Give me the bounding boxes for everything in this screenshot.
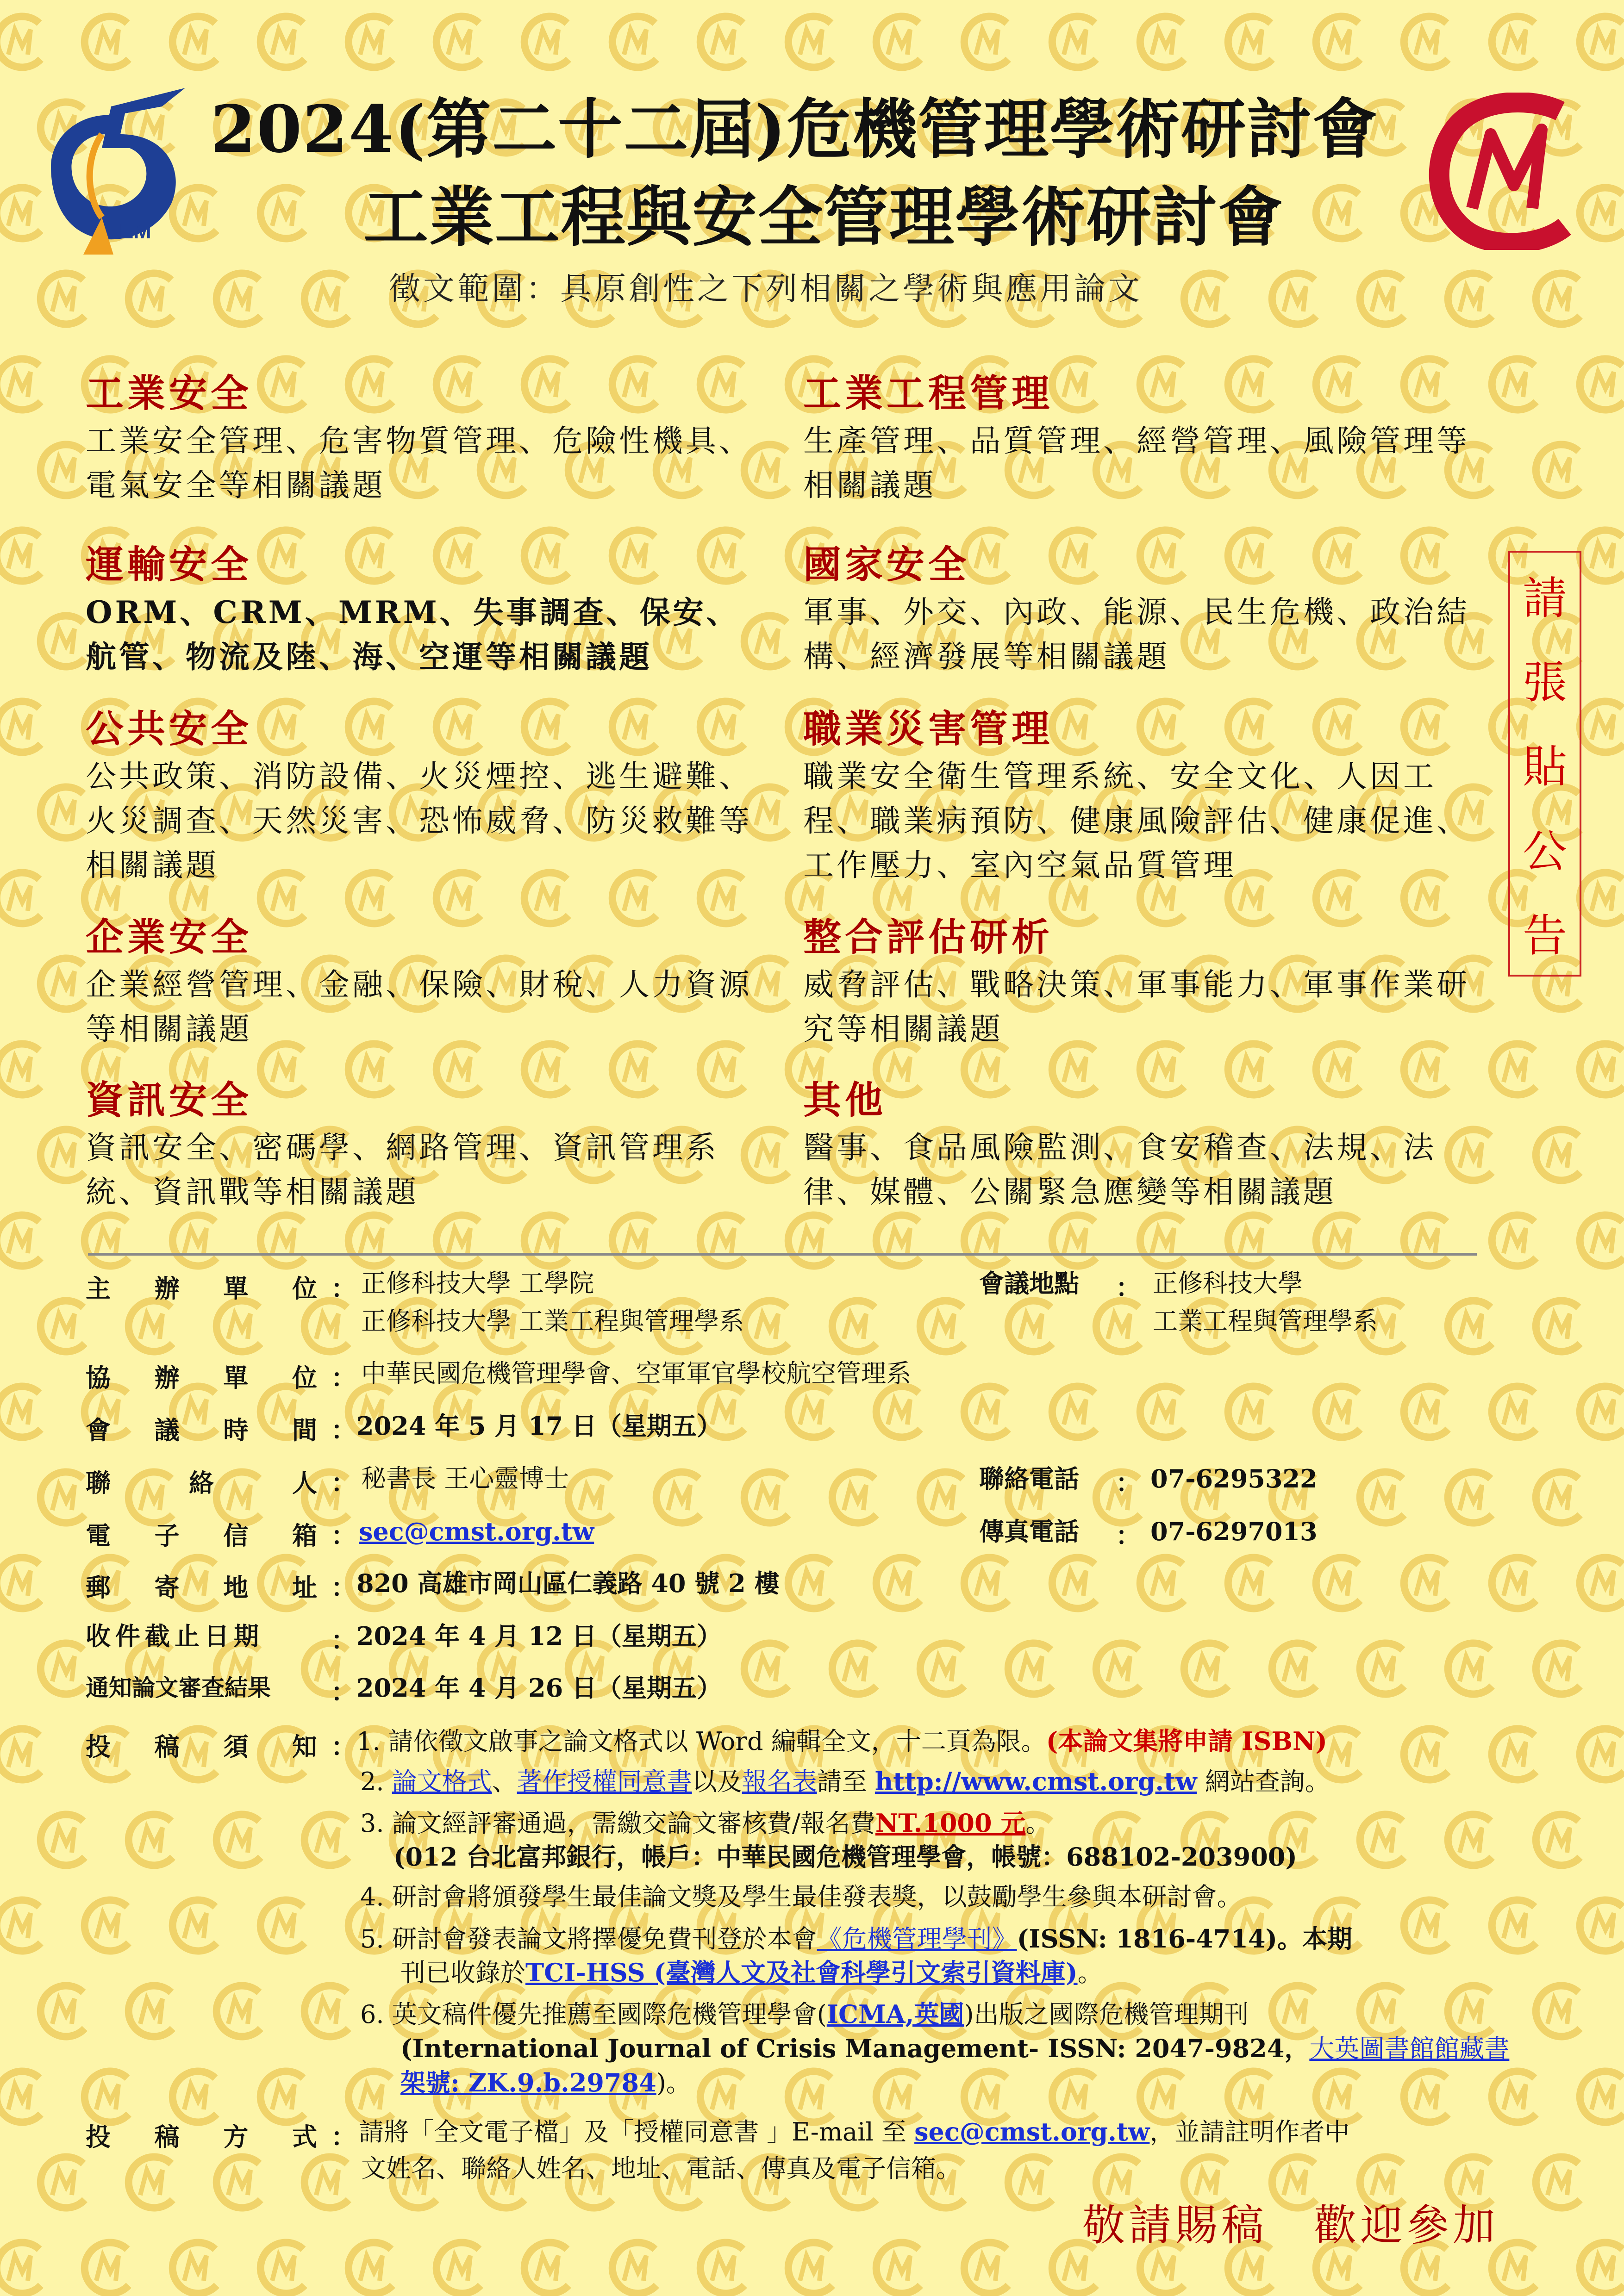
watermark-mark (1184, 1643, 1228, 1694)
category-title: 工業安全 (86, 371, 253, 416)
watermark-mark (41, 1643, 85, 1694)
watermark-mark (0, 2242, 41, 2293)
watermark-mark (1140, 1215, 1184, 1266)
watermark-mark (656, 1472, 700, 1523)
watermark-mark (1228, 1557, 1272, 1608)
watermark-mark (305, 1300, 349, 1351)
watermark-mark (41, 444, 85, 495)
category-public-safety (86, 703, 762, 888)
watermark-mark (0, 872, 41, 923)
watermark-mark (876, 2242, 920, 2293)
watermark-mark (1448, 1300, 1492, 1351)
copyright-form-link[interactable]: 著作授權同意書 (517, 1767, 692, 1796)
watermark-mark (217, 273, 261, 324)
colon: ： (331, 1625, 356, 1655)
fax-value: 07-6297013 (1150, 1517, 1318, 1546)
watermark-mark (0, 359, 41, 410)
watermark-mark (788, 1215, 832, 1266)
watermark-mark (261, 2242, 305, 2293)
watermark-mark (1536, 1472, 1580, 1523)
watermark-mark (173, 2242, 217, 2293)
watermark-mark (568, 1472, 612, 1523)
watermark-mark (1536, 1643, 1580, 1694)
watermark-mark (1492, 2071, 1536, 2122)
watermark-mark (1360, 1643, 1404, 1694)
watermark-mark (1536, 1129, 1580, 1180)
colon: ： (331, 1363, 356, 1393)
colon: ： (331, 1274, 356, 1303)
category-body: 威脅評估、戰略決策、軍事能力、軍事作業研究等相關議題 (803, 967, 1470, 1047)
watermark-mark (173, 2071, 217, 2122)
watermark-mark (1404, 1215, 1448, 1266)
guideline-2: 2. 論文格式、著作授權同意書以及報名表請至 http://www.cmst.org.tw 網站查詢。 (360, 1767, 1330, 1796)
watermark-mark (1316, 1557, 1360, 1608)
watermark-mark (700, 1215, 744, 1266)
email-label: 電 子 信 箱 (86, 1521, 317, 1550)
watermark-mark (876, 16, 920, 67)
watermark-mark (1492, 1215, 1536, 1266)
category-body: 軍事、外交、內政、能源、民生危機、政治結構、經濟發展等相關議題 (803, 594, 1470, 674)
guideline-6-line3: 架號: ZK.9.b.29784)。 (400, 2068, 691, 2097)
watermark-mark (700, 2242, 744, 2293)
watermark-mark (1580, 1729, 1624, 1780)
category-body: 職業安全衛生管理系統、安全文化、人因工程、職業病預防、健康風險評估、健康促進、工作壓力、室內空氣品質管理 (803, 759, 1470, 883)
watermark-mark (1580, 1044, 1624, 1095)
watermark-mark (41, 1300, 85, 1351)
watermark-mark (261, 187, 305, 238)
watermark-mark (1492, 1729, 1536, 1780)
colon: ： (331, 1732, 356, 1761)
iem-logo (32, 79, 190, 264)
watermark-mark (920, 1472, 964, 1523)
watermark-mark (920, 1643, 964, 1694)
watermark-mark (1448, 1472, 1492, 1523)
closing-message: 敬請賜稿 歡迎參加 (1082, 2201, 1499, 2250)
watermark-mark (964, 1557, 1008, 1608)
watermark-mark (1536, 1985, 1580, 2036)
category-occupational-disaster (803, 703, 1479, 888)
watermark-mark (1316, 1386, 1360, 1437)
watermark-mark (1360, 1814, 1404, 1865)
divider (88, 1253, 1477, 1256)
watermark-mark (41, 1129, 85, 1180)
watermark-mark (1492, 16, 1536, 67)
organizer-label: 主 辦 單 位 (86, 1274, 317, 1303)
colon: ： (331, 1521, 356, 1550)
category-title: 工業工程管理 (803, 371, 1054, 416)
watermark-mark (1052, 2071, 1096, 2122)
watermark-mark (349, 2242, 393, 2293)
watermark-mark (1404, 1557, 1448, 1608)
watermark-mark (788, 1386, 832, 1437)
watermark-mark (744, 1300, 788, 1351)
colon: ： (1116, 1521, 1141, 1550)
watermark-mark (1492, 1386, 1536, 1437)
watermark-mark (1536, 2157, 1580, 2208)
watermark-mark (1316, 187, 1360, 238)
watermark-mark (41, 273, 85, 324)
bank-account: (012 台北富邦銀行，帳戶：中華民國危機管理學會，帳號：688102-203900) (394, 1842, 1297, 1872)
watermark-mark (832, 1472, 876, 1523)
watermark-mark (261, 16, 305, 67)
watermark-mark (129, 1300, 173, 1351)
watermark-mark (349, 1215, 393, 1266)
watermark-mark (41, 1472, 85, 1523)
watermark-mark (261, 1215, 305, 1266)
watermark-mark (876, 1386, 920, 1437)
guidelines-label: 投 稿 須 知 (86, 1732, 317, 1761)
watermark-mark (437, 2242, 481, 2293)
fax-label: 傳真電話 (979, 1517, 1079, 1546)
watermark-mark (1052, 1215, 1096, 1266)
category-body: 工業安全管理、危害物質管理、危險性機具、電氣安全等相關議題 (86, 423, 752, 503)
watermark-mark (964, 1386, 1008, 1437)
category-enterprise-safety (86, 912, 762, 1052)
colon: ： (331, 1677, 356, 1707)
website-link[interactable]: http://www.cmst.org.tw (874, 1767, 1197, 1796)
watermark-mark (1316, 16, 1360, 67)
watermark-mark (305, 1985, 349, 2036)
venue-value-2: 工業工程與管理學系 (1153, 1307, 1378, 1336)
watermark-mark (788, 1557, 832, 1608)
address-label: 郵 寄 地 址 (86, 1573, 317, 1602)
watermark-mark (1228, 2071, 1272, 2122)
watermark-mark (832, 1300, 876, 1351)
watermark-mark (1052, 1557, 1096, 1608)
watermark-mark (1404, 1386, 1448, 1437)
guideline-5: 5. 研討會發表論文將擇優免費刊登於本會《危機管理學刊》(ISSN: 1816-4714)。本期 (360, 1924, 1353, 1954)
watermark-mark (1008, 2157, 1052, 2208)
watermark-mark (1140, 1557, 1184, 1608)
colon: ： (1116, 1468, 1141, 1498)
watermark-mark (1272, 1643, 1316, 1694)
guideline-5-line2: 刊已收錄於TCI-HSS (臺灣人文及社會科學引文索引資料庫)。 (400, 1958, 1103, 1987)
watermark-mark (1008, 1300, 1052, 1351)
category-national-security (803, 539, 1479, 679)
colon: ： (331, 1468, 356, 1498)
organizer-value-2: 正修科技大學 工業工程與管理學系 (361, 1307, 744, 1336)
watermark-mark (1140, 16, 1184, 67)
watermark-mark (744, 1643, 788, 1694)
watermark-mark (612, 2242, 656, 2293)
guideline-3: 3. 論文經評審通過，需繳交論文審核費/報名費NT.1000 元。 (360, 1808, 1051, 1838)
watermark-mark (41, 616, 85, 666)
watermark-mark (876, 1215, 920, 1266)
watermark-mark (1536, 1814, 1580, 1865)
paper-format-link[interactable]: 論文格式 (392, 1767, 492, 1796)
deadline-label: 收件截止日期 (86, 1621, 263, 1651)
watermark-mark (1404, 2071, 1448, 2122)
watermark-mark (1448, 1985, 1492, 2036)
watermark-mark (349, 2071, 393, 2122)
watermark-mark (1008, 1643, 1052, 1694)
category-body: 醫事、食品風險監測、食安稽查、法規、法律、媒體、公關緊急應變等相關議題 (803, 1130, 1437, 1210)
coorganizer-label: 協 辦 單 位 (86, 1363, 317, 1393)
method-label: 投 稿 方 式 (86, 2122, 317, 2152)
colon: ： (331, 1415, 356, 1445)
date-value: 2024 年 5 月 17 日（星期五） (356, 1411, 722, 1441)
email-link[interactable]: sec@cmst.org.tw (359, 1517, 594, 1546)
watermark-mark (129, 2157, 173, 2208)
category-body: ORM、CRM、MRM、失事調查、保安、航管、物流及陸、海、空運等相關議題 (86, 594, 740, 675)
watermark-mark (700, 2071, 744, 2122)
category-information-security (86, 1075, 762, 1214)
watermark-mark (1404, 1729, 1448, 1780)
guideline-6-line2: (International Journal of Crisis Management- ISSN: 2047-9824，大英圖書館館藏書 (400, 2034, 1510, 2063)
watermark-mark (1316, 2071, 1360, 2122)
guideline-6: 6. 英文稿件優先推薦至國際危機管理學會(ICMA,英國)出版之國際危機管理期刊 (360, 1999, 1249, 2029)
watermark-mark (217, 2157, 261, 2208)
address-value: 820 高雄市岡山區仁義路 40 號 2 樓 (356, 1568, 780, 1598)
watermark-mark (1316, 1215, 1360, 1266)
watermark-mark (0, 1386, 41, 1437)
watermark-mark (437, 1215, 481, 1266)
isbn-note: (本論文集將申請 ISBN) (1046, 1726, 1327, 1756)
watermark-mark (1536, 273, 1580, 324)
watermark-mark (788, 2242, 832, 2293)
notice-char: 貼 (1523, 741, 1567, 793)
colon: ： (1116, 1273, 1141, 1302)
watermark-mark (1360, 1985, 1404, 2036)
watermark-mark (173, 1215, 217, 1266)
watermark-mark (788, 16, 832, 67)
watermark-mark (1492, 1044, 1536, 1095)
watermark-mark (1580, 2071, 1624, 2122)
watermark-mark (85, 16, 129, 67)
watermark-mark (1580, 1386, 1624, 1437)
watermark-mark (1096, 1300, 1140, 1351)
category-body: 公共政策、消防設備、火災煙控、逃生避難、火災調查、天然災害、恐怖威脅、防災救難等相關議題 (86, 759, 752, 883)
watermark-mark (41, 2157, 85, 2208)
watermark-mark (1140, 1386, 1184, 1437)
colon: ： (331, 2122, 356, 2152)
category-transport-safety (86, 539, 762, 679)
venue-label: 會議地點 (979, 1269, 1079, 1298)
watermark-mark (217, 1300, 261, 1351)
iem-logo-text: IEM (113, 219, 151, 243)
watermark-mark (1580, 2242, 1624, 2293)
watermark-mark (1448, 1814, 1492, 1865)
notice-char: 請 (1523, 572, 1567, 624)
organizer-value-1: 正修科技大學 工學院 (361, 1269, 594, 1298)
watermark-mark (1536, 444, 1580, 495)
watermark-mark (1580, 1557, 1624, 1608)
notice-char: 公 (1523, 825, 1567, 877)
watermark-mark (305, 273, 349, 324)
category-integrated-assessment (803, 912, 1479, 1052)
watermark-mark (1580, 359, 1624, 410)
watermark-mark (1492, 1900, 1536, 1951)
watermark-mark (1228, 16, 1272, 67)
watermark-mark (700, 16, 744, 67)
shelfmark-link[interactable]: 架號: ZK.9.b.29784 (400, 2068, 656, 2097)
category-title: 企業安全 (86, 915, 253, 959)
category-others (803, 1075, 1479, 1214)
watermark-mark (876, 1557, 920, 1608)
category-industrial-engineering (803, 368, 1479, 508)
guideline-4: 4. 研討會將頒發學生最佳論文獎及學生最佳發表獎，以鼓勵學生參與本研討會。 (360, 1882, 1242, 1911)
watermark-mark (0, 1557, 41, 1608)
watermark-mark (1448, 1643, 1492, 1694)
category-body: 生產管理、品質管理、經營管理、風險管理等相關議題 (803, 423, 1470, 503)
watermark-mark (612, 1215, 656, 1266)
method-email-link[interactable]: sec@cmst.org.tw (914, 2117, 1150, 2147)
venue-value-1: 正修科技大學 (1153, 1269, 1303, 1298)
watermark-mark (0, 1044, 41, 1095)
watermark-mark (85, 1900, 129, 1951)
watermark-mark (1580, 701, 1624, 752)
watermark-mark (41, 958, 85, 1009)
watermark-mark (1404, 16, 1448, 67)
category-industrial-safety (86, 368, 762, 508)
category-title: 資訊安全 (86, 1078, 253, 1122)
watermark-mark (0, 1900, 41, 1951)
category-title: 國家安全 (803, 542, 970, 587)
category-body: 資訊安全、密碼學、網路管理、資訊管理系統、資訊戰等相關議題 (86, 1130, 719, 1210)
watermark-mark (1492, 1557, 1536, 1608)
watermark-mark (437, 16, 481, 67)
category-body: 企業經營管理、金融、保險、財稅、人力資源等相關議題 (86, 967, 752, 1047)
watermark-mark (1492, 359, 1536, 410)
title-line1: 2024(第二十二屆)危機管理學術研討會 (211, 92, 1379, 168)
watermark-mark (0, 1215, 41, 1266)
watermark-mark (0, 2071, 41, 2122)
watermark-mark (1052, 16, 1096, 67)
watermark-mark (0, 530, 41, 581)
watermark-mark (1096, 1643, 1140, 1694)
watermark-mark (920, 1300, 964, 1351)
watermark-mark (217, 1814, 261, 1865)
watermark-mark (0, 16, 41, 67)
watermark-mark (788, 2071, 832, 2122)
watermark-mark (1580, 530, 1624, 581)
watermark-mark (1536, 1300, 1580, 1351)
watermark-mark (1580, 16, 1624, 67)
watermark-mark (305, 2157, 349, 2208)
watermark-mark (1228, 1386, 1272, 1437)
phone-label: 聯絡電話 (979, 1464, 1079, 1493)
watermark-mark (305, 1814, 349, 1865)
watermark-mark (1052, 1386, 1096, 1437)
notice-char: 告 (1523, 910, 1567, 962)
watermark-mark (173, 1900, 217, 1951)
watermark-mark (612, 16, 656, 67)
watermark-mark (129, 1814, 173, 1865)
category-title: 整合評估研析 (803, 915, 1054, 959)
watermark-mark (964, 2071, 1008, 2122)
watermark-mark (832, 1643, 876, 1694)
watermark-mark (85, 1215, 129, 1266)
watermark-mark (525, 16, 568, 67)
watermark-mark (964, 1215, 1008, 1266)
watermark-mark (261, 2071, 305, 2122)
watermark-mark (964, 16, 1008, 67)
watermark-mark (261, 1900, 305, 1951)
watermark-mark (85, 2071, 129, 2122)
cm-logo (1421, 93, 1588, 250)
icma-link[interactable]: ICMA,英國 (826, 1999, 964, 2029)
watermark-mark (964, 2242, 1008, 2293)
guideline-1: 1. 請依徵文啟事之論文格式以 Word 編輯全文，十二頁為限。(本論文集將申請 ISBN) (356, 1726, 1327, 1756)
tci-hss-link[interactable]: TCI-HSS (臺灣人文及社會科學引文索引資料庫) (525, 1958, 1078, 1987)
watermark-mark (1228, 1215, 1272, 1266)
method-line2: 文姓名、聯絡人姓名、地址、電話、傳真及電子信箱。 (361, 2154, 961, 2183)
watermark-mark (173, 16, 217, 67)
category-title: 其他 (803, 1078, 887, 1122)
watermark-mark (1272, 273, 1316, 324)
contact-value: 秘書長 王心靈博士 (361, 1464, 569, 1493)
registration-form-link[interactable]: 報名表 (742, 1767, 817, 1796)
watermark-mark (129, 273, 173, 324)
watermark-mark (1448, 273, 1492, 324)
contact-label: 聯 絡 人 (86, 1468, 317, 1498)
notify-value: 2024 年 4 月 26 日（星期五） (356, 1673, 722, 1703)
watermark-mark (1184, 273, 1228, 324)
please-post-notice (1508, 551, 1581, 977)
category-title: 職業災害管理 (803, 707, 1054, 751)
watermark-mark (1140, 2071, 1184, 2122)
category-title: 公共安全 (86, 707, 253, 751)
watermark-mark (1360, 273, 1404, 324)
watermark-mark (525, 2242, 568, 2293)
phone-value: 07-6295322 (1150, 1464, 1318, 1493)
watermark-mark (41, 1985, 85, 2036)
watermark-mark (1360, 1472, 1404, 1523)
fee-amount: NT.1000 元 (875, 1808, 1026, 1838)
watermark-mark (85, 2242, 129, 2293)
watermark-mark (1580, 1900, 1624, 1951)
notice-char: 張 (1523, 657, 1567, 709)
watermark-mark (1580, 1215, 1624, 1266)
watermark-mark (129, 1985, 173, 2036)
watermark-mark (41, 787, 85, 838)
date-label: 會 議 時 間 (86, 1415, 317, 1445)
watermark-mark (0, 701, 41, 752)
watermark-mark (525, 1215, 568, 1266)
watermark-mark (0, 1729, 41, 1780)
watermark-mark (1272, 1985, 1316, 2036)
watermark-mark (744, 1472, 788, 1523)
watermark-mark (41, 1814, 85, 1865)
title-line2: 工業工程與安全管理學術研討會 (363, 180, 1284, 255)
watermark-mark (1404, 1900, 1448, 1951)
subtitle: 徵文範圍：具原創性之下列相關之學術與應用論文 (389, 271, 1143, 307)
watermark-mark (1580, 872, 1624, 923)
coorganizer-value: 中華民國危機管理學會、空軍軍官學校航空管理系 (361, 1359, 911, 1388)
journal-link[interactable]: 《危機管理學刊》 (817, 1924, 1017, 1954)
watermark-mark (349, 16, 393, 67)
category-title: 運輸安全 (86, 542, 253, 587)
method-line1: 請將「全文電子檔」及「授權同意書 」E-mail 至 sec@cmst.org.tw，並請註明作者中 (359, 2117, 1350, 2147)
watermark-mark (217, 1985, 261, 2036)
deadline-value: 2024 年 4 月 12 日（星期五） (356, 1621, 722, 1651)
watermark-mark (876, 2071, 920, 2122)
british-library-link[interactable]: 大英圖書館館藏書 (1309, 2034, 1510, 2063)
colon: ： (331, 1573, 356, 1602)
notify-label: 通知論文審查結果 (86, 1674, 271, 1701)
